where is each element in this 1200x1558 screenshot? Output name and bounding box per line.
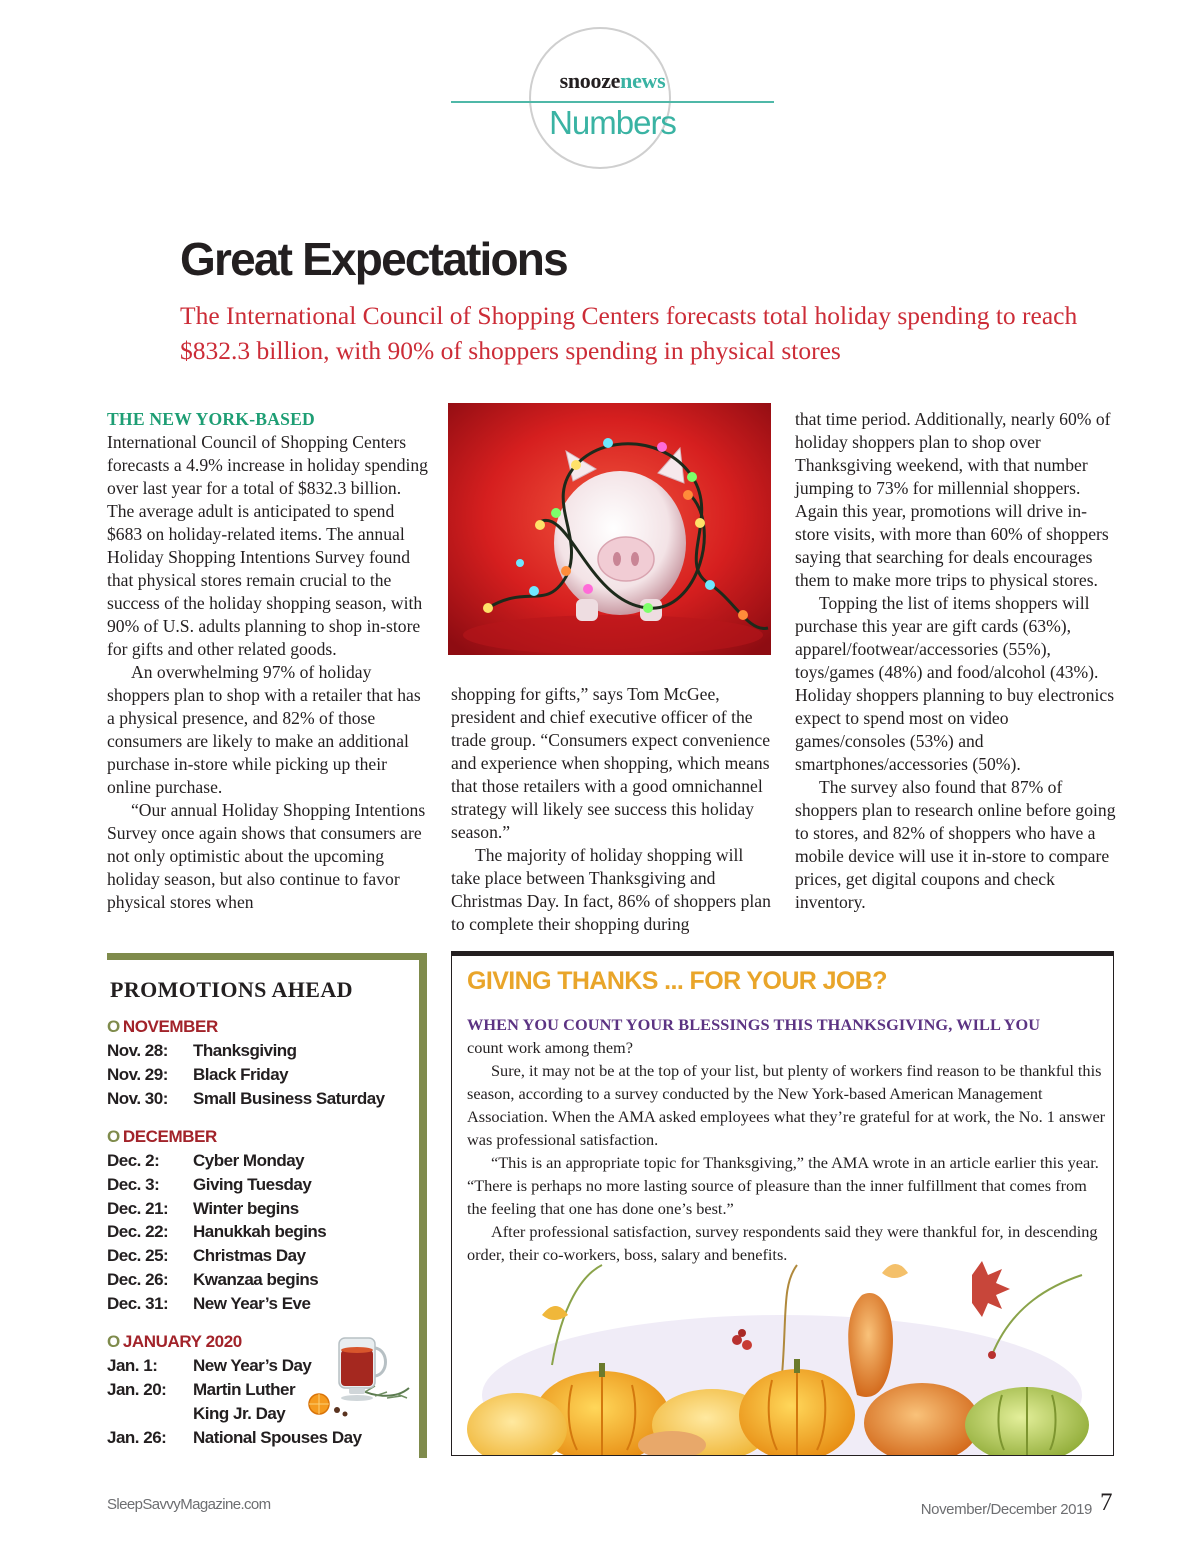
- event-date: Nov. 29:: [107, 1065, 168, 1084]
- promotions-title: PROMOTIONS AHEAD: [110, 977, 353, 1002]
- event-name: Christmas Day: [193, 1246, 306, 1265]
- event-name: New Year’s Eve: [193, 1294, 311, 1313]
- promotions-top-bar: [107, 953, 427, 960]
- month-name: DECEMBER: [122, 1127, 217, 1146]
- article-paragraph: Topping the list of items shoppers will purchase this year are gift cards (63%), apparel/footwear/accessories (55%), toys/games (48%) and food/alcohol (43%). Holiday shoppers planning to buy electronics expect to spend most on video games/consoles (53%) and smartphones/accessories (50%).: [795, 593, 1115, 774]
- month-name: JANUARY 2020: [122, 1332, 242, 1351]
- event-date: Dec. 31:: [107, 1294, 169, 1313]
- event-date: Nov. 30:: [107, 1089, 168, 1108]
- masthead-kicker: [451, 68, 774, 94]
- giving-thanks-title: GIVING THANKS ... FOR YOUR JOB?: [467, 967, 887, 995]
- article-headline: Great Expectations: [180, 233, 567, 285]
- article-paragraph: The survey also found that 87% of shoppers plan to research online before going to stores, and 82% of shoppers who have a mobile device will use it in-store to compare prices, get digital coupons and check inventory.: [795, 777, 1116, 912]
- piggy-bank-photo: [448, 403, 771, 655]
- masthead-section-title: Numbers: [549, 104, 676, 141]
- month-heading-november: [107, 1017, 218, 1037]
- giving-thanks-lead-in: WHEN YOU COUNT YOUR BLESSINGS THIS THANKSGIVING, WILL YOU: [467, 1015, 1041, 1034]
- event-date: Dec. 2:: [107, 1151, 160, 1170]
- giving-thanks-paragraph: Sure, it may not be at the top of your list, but plenty of workers find reason to be thankful this season, according to a survey conducted by the New York-based American Management Association. When the AMA asked employees what they’re grateful for at work, the No. 1 answer was professional satisfaction.: [467, 1061, 1106, 1149]
- pumpkins-illustration: [452, 1245, 1113, 1455]
- event-date: Jan. 26:: [107, 1428, 167, 1447]
- article-deck: The International Council of Shopping Centers forecasts total holiday spending to reach $832.3 billion, with 90% of shoppers spending in physical stores: [180, 301, 1078, 365]
- footer-site: SleepSavvyMagazine.com: [107, 1496, 271, 1513]
- article-column-3: [795, 408, 1117, 914]
- masthead-rule: [451, 101, 774, 103]
- footer-issue: November/December 2019: [920, 1501, 1092, 1518]
- month-heading-january: [107, 1332, 242, 1352]
- event-name: Kwanzaa begins: [193, 1270, 319, 1289]
- article-paragraph: An overwhelming 97% of holiday shoppers plan to shop with a retailer that has a physical presence, and 82% of those consumers are likely to make an additional purchase in-store while picking up their online purchase.: [107, 662, 421, 797]
- event-date: Jan. 20:: [107, 1380, 167, 1399]
- event-name: Winter begins: [193, 1199, 299, 1218]
- event-name: Martin Luther: [193, 1380, 296, 1399]
- article-paragraph: shopping for gifts,” says Tom McGee, president and chief executive officer of the trade group. “Consumers expect convenience and experience when shopping, which means that those retailers with a good omnichannel strategy will likely see success this holiday season.”: [451, 684, 771, 842]
- event-date: Dec. 25:: [107, 1246, 169, 1265]
- article-paragraph: “Our annual Holiday Shopping Intentions Survey once again shows that consumers are not only optimistic about the upcoming holiday season, but also continue to favor physical stores when: [107, 800, 426, 912]
- article-column-1: [107, 408, 429, 914]
- giving-thanks-lead-paragraph: [467, 1013, 1107, 1059]
- page-number: 7: [1100, 1489, 1113, 1516]
- month-name: NOVEMBER: [122, 1017, 218, 1036]
- article-lead-in: THE NEW YORK-BASED: [107, 409, 315, 429]
- giving-thanks-box: [451, 951, 1114, 1456]
- giving-thanks-lead-rest: count work among them?: [467, 1038, 633, 1057]
- giving-thanks-body: [467, 1013, 1107, 1266]
- event-name: Black Friday: [193, 1065, 289, 1084]
- event-name: Small Business Saturday: [193, 1089, 385, 1108]
- month-heading-december: [107, 1127, 217, 1147]
- circle-bullet-icon: O: [107, 1332, 120, 1351]
- circle-bullet-icon: O: [107, 1017, 120, 1036]
- event-name: New Year’s Day: [193, 1356, 312, 1375]
- promotions-sidebar: [107, 953, 427, 1458]
- event-name: King Jr. Day: [193, 1404, 286, 1423]
- promotions-side-bar: [419, 953, 427, 1458]
- masthead-kicker-snooze: snooze: [559, 68, 621, 93]
- event-date: Jan. 1:: [107, 1356, 158, 1375]
- event-name: Giving Tuesday: [193, 1175, 312, 1194]
- event-date: Dec. 26:: [107, 1270, 169, 1289]
- giving-thanks-paragraph: “This is an appropriate topic for Thanksgiving,” the AMA wrote in an article earlier this year. “There is perhaps no more lasting source of pleasure than the inner fulfillment that comes from the feeling that one has done one’s best.”: [467, 1153, 1099, 1218]
- event-date: Dec. 3:: [107, 1175, 160, 1194]
- event-date: Nov. 28:: [107, 1041, 168, 1060]
- event-date: Dec. 22:: [107, 1222, 169, 1241]
- giving-thanks-paragraph: After professional satisfaction, survey respondents said they were thankful for, in descending order, their co-workers, boss, salary and benefits.: [467, 1222, 1098, 1264]
- article-paragraph: International Council of Shopping Centers forecasts a 4.9% increase in holiday spending over last year for a total of $832.3 billion. The average adult is anticipated to spend $683 on holiday-related items. The annual Holiday Shopping Intentions Survey found that physical stores remain crucial to the success of the holiday shopping season, with 90% of U.S. adults planning to shop in-store for gifts and other related goods.: [107, 432, 428, 659]
- masthead-kicker-news: news: [620, 68, 666, 93]
- event-name: National Spouses Day: [193, 1428, 362, 1447]
- masthead-circle: [529, 27, 671, 169]
- circle-bullet-icon: O: [107, 1127, 120, 1146]
- event-date: Dec. 21:: [107, 1199, 169, 1218]
- event-name: Cyber Monday: [193, 1151, 305, 1170]
- event-name: Thanksgiving: [193, 1041, 297, 1060]
- event-name: Hanukkah begins: [193, 1222, 327, 1241]
- article-paragraph: The majority of holiday shopping will take place between Thanksgiving and Christmas Day. In fact, 86% of shoppers plan to complete their shopping during: [451, 845, 771, 934]
- article-paragraph: that time period. Additionally, nearly 60% of holiday shoppers plan to shop over Thanksgiving weekend, with that number jumping to 73% for millennial shoppers. Again this year, promotions will drive in-store visits, with more than 60% of shoppers saying that searching for deals encourages them to make more trips to physical stores.: [795, 409, 1111, 590]
- article-column-2: [451, 683, 773, 936]
- mulled-wine-icon: [303, 1328, 413, 1423]
